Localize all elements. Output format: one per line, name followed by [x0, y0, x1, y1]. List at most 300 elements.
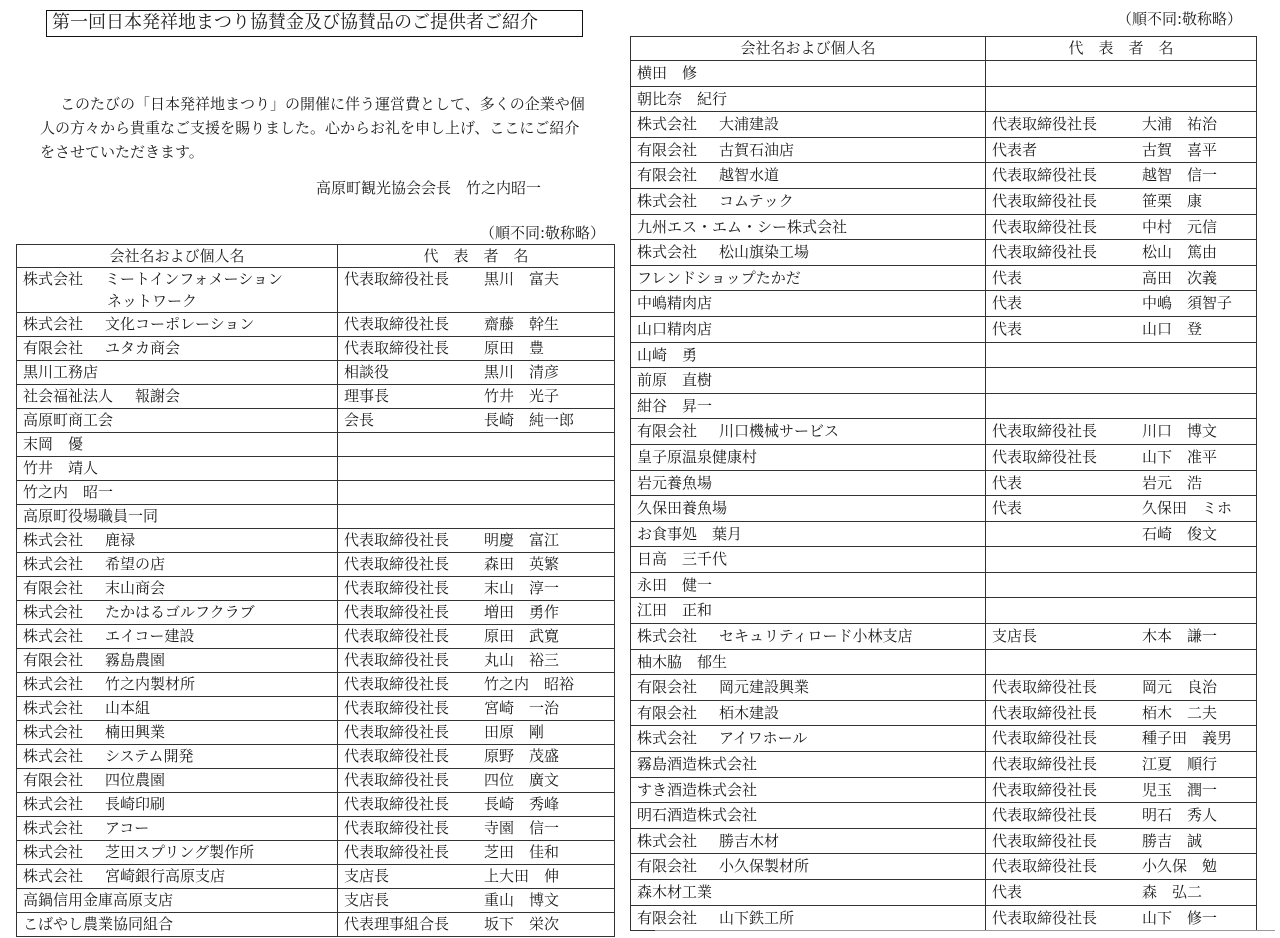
rep-title: 代表 [992, 473, 1023, 492]
company-name: 朝比奈 紀行 [637, 89, 728, 108]
company-cell [631, 112, 986, 138]
rep-name: 末山 淳一 [484, 579, 560, 597]
rep-cell [986, 444, 1257, 470]
company-name: ミートインフォメーション [105, 270, 283, 288]
rep-title: 代表取締役社長 [992, 217, 1098, 236]
company-name: 皇子原温泉健康村 [637, 447, 758, 466]
table-row [17, 721, 615, 745]
company-name: 高鍋信用金庫高原支店 [23, 891, 174, 909]
table-row [17, 505, 615, 529]
rep-cell [338, 481, 615, 505]
rep-title: 代表取締役社長 [344, 531, 450, 549]
order-note-left: （順不同:敬称略） [480, 224, 606, 242]
company-type: 株式会社 [23, 603, 84, 621]
company-name: 勝吉木材 [719, 831, 780, 850]
company-name: コムテック [719, 191, 794, 210]
company-cell [631, 265, 986, 291]
rep-name: 木本 謙一 [1142, 627, 1218, 646]
company-name-cont: ネットワーク [107, 292, 198, 310]
rep-cell [986, 598, 1257, 624]
company-cell [631, 803, 986, 829]
table-row [17, 385, 615, 409]
company-name: アイワホール [719, 729, 808, 748]
rep-name: 児玉 潤一 [1142, 780, 1218, 799]
company-cell [17, 649, 338, 673]
rep-name: 高田 次義 [1142, 268, 1218, 287]
rep-title: 代表 [992, 294, 1023, 313]
rep-cell [986, 112, 1257, 138]
rep-cell [338, 457, 615, 481]
company-type: 有限会社 [637, 422, 698, 441]
rep-cell [338, 721, 615, 745]
rep-cell [986, 521, 1257, 547]
rep-cell [338, 793, 615, 817]
table-row [631, 777, 1257, 803]
rep-title: 代表取締役社長 [344, 699, 450, 717]
rep-cell [338, 841, 615, 865]
company-name: 竹之内製材所 [105, 675, 196, 693]
table-row [631, 86, 1257, 112]
table-row [17, 841, 615, 865]
company-type: 株式会社 [23, 270, 84, 288]
signer: 高原町観光協会会長 竹之内昭一 [316, 179, 542, 197]
rep-cell [986, 675, 1257, 701]
company-type: 株式会社 [637, 115, 698, 134]
company-cell [17, 553, 338, 577]
company-name: 山口精肉店 [637, 319, 713, 338]
company-name: 岩元養魚場 [637, 473, 713, 492]
table-row [631, 291, 1257, 317]
table-row [631, 803, 1257, 829]
company-cell [631, 342, 986, 368]
rep-title: 代表取締役社長 [992, 243, 1098, 262]
rep-cell [986, 496, 1257, 522]
company-name: 江田 正和 [637, 601, 713, 620]
rep-cell [986, 854, 1257, 880]
company-cell [631, 188, 986, 214]
rep-name: 中嶋 須智子 [1142, 294, 1233, 313]
rep-name: 中村 元信 [1142, 217, 1218, 236]
company-name: 山本組 [105, 699, 151, 717]
company-name: フレンドショップたかだ [637, 268, 801, 287]
company-type: 有限会社 [637, 908, 698, 927]
rep-name: 竹井 光子 [484, 387, 560, 405]
rep-title: 代表取締役社長 [992, 755, 1098, 774]
rep-name: 山口 登 [1142, 319, 1203, 338]
company-type: 社会福祉法人 [23, 387, 114, 405]
company-cell [17, 793, 338, 817]
company-name: 紺谷 昇一 [637, 396, 713, 415]
table-row [631, 572, 1257, 598]
company-cell [17, 577, 338, 601]
rep-title: 代表取締役社長 [344, 795, 450, 813]
table-row [631, 700, 1257, 726]
table-row [631, 598, 1257, 624]
rep-title: 理事長 [344, 387, 390, 405]
rep-cell [986, 214, 1257, 240]
sponsor-table-left [16, 244, 615, 937]
rep-cell [338, 385, 615, 409]
table-row [17, 817, 615, 841]
rep-name: 寺園 信一 [484, 819, 560, 837]
table-row [17, 865, 615, 889]
table-row [631, 880, 1257, 906]
rep-name: 江夏 順行 [1142, 755, 1218, 774]
rep-name: 岩元 浩 [1142, 473, 1203, 492]
company-name: 長崎印刷 [105, 795, 166, 813]
rep-name: 小久保 勉 [1142, 857, 1218, 876]
rep-title: 代表取締役社長 [344, 339, 450, 357]
company-cell [631, 240, 986, 266]
company-name: お食事処 葉月 [637, 524, 743, 543]
rep-title: 代表取締役社長 [992, 857, 1098, 876]
company-name: エイコー建設 [105, 627, 195, 645]
rep-title: 代表取締役社長 [992, 115, 1098, 134]
table-row [17, 601, 615, 625]
company-cell [631, 496, 986, 522]
company-cell [631, 675, 986, 701]
table-row [17, 553, 615, 577]
rep-cell [986, 777, 1257, 803]
company-type: 株式会社 [23, 747, 84, 765]
rep-title: 代表 [992, 883, 1023, 901]
company-type: 有限会社 [23, 579, 84, 597]
company-cell [631, 726, 986, 752]
company-type: 株式会社 [23, 627, 84, 645]
table-row [631, 393, 1257, 419]
company-type: 株式会社 [23, 315, 84, 333]
company-cell [631, 214, 986, 240]
rep-cell [986, 624, 1257, 650]
rep-cell [986, 572, 1257, 598]
rep-cell [986, 163, 1257, 189]
company-name: 宮崎銀行高原支店 [105, 867, 226, 885]
company-cell [17, 385, 338, 409]
table-row [17, 889, 615, 913]
company-name: 末山商会 [105, 579, 166, 597]
company-cell [631, 393, 986, 419]
company-name: システム開発 [105, 747, 194, 765]
company-name: 山下鉄工所 [719, 908, 795, 927]
company-name: 古賀石油店 [719, 140, 795, 159]
table-row [631, 444, 1257, 470]
rep-name: 原田 武寛 [484, 627, 560, 645]
table-row [631, 624, 1257, 650]
rep-name: 坂下 栄次 [484, 915, 560, 933]
company-cell [17, 505, 338, 529]
rep-name: 石崎 俊文 [1142, 524, 1218, 543]
rep-title: 代表取締役社長 [344, 315, 450, 333]
page-title: 第一回日本発祥地まつり協賛金及び協賛品のご提供者ご紹介 [46, 10, 583, 37]
rep-name: 丸山 裕三 [484, 651, 560, 669]
company-name: 高原町役場職員一同 [23, 507, 159, 525]
rep-name: 黒川 富夫 [484, 270, 560, 288]
company-cell [631, 854, 986, 880]
rep-name: 久保田 ミホ [1142, 499, 1233, 518]
table-header-row [17, 245, 615, 268]
rep-name: 原野 茂盛 [484, 747, 560, 765]
rep-name: 重山 博文 [484, 891, 560, 909]
rep-cell [338, 601, 615, 625]
rep-cell [338, 529, 615, 553]
rep-name: 森田 英繁 [484, 555, 560, 573]
company-cell [17, 889, 338, 913]
rep-cell [338, 817, 615, 841]
company-name: 芝田スプリング製作所 [105, 843, 255, 861]
rep-name: 長崎 秀峰 [484, 795, 560, 813]
order-note-right: （順不同:敬称略） [1117, 10, 1243, 28]
company-type: 株式会社 [637, 729, 698, 748]
rep-cell [338, 889, 615, 913]
table-row [631, 521, 1257, 547]
table-row [631, 61, 1257, 87]
rep-title: 代表取締役社長 [992, 780, 1098, 799]
rep-cell [986, 393, 1257, 419]
rep-cell [986, 265, 1257, 291]
rep-title: 代表取締役社長 [344, 747, 450, 765]
header-company: 会社名および個人名 [631, 37, 986, 61]
company-name: たかはるゴルフクラブ [105, 603, 255, 621]
company-cell [17, 337, 338, 361]
company-name: 霧島酒造株式会社 [637, 755, 758, 774]
company-cell [17, 433, 338, 457]
rep-name: 明石 秀人 [1142, 806, 1218, 825]
rep-cell [338, 697, 615, 721]
rep-title: 代表取締役社長 [344, 651, 450, 669]
rep-cell [338, 505, 615, 529]
company-cell [17, 529, 338, 553]
rep-cell [986, 291, 1257, 317]
company-name: 永田 健一 [637, 575, 713, 594]
rep-cell [986, 368, 1257, 394]
company-name: 竹井 靖人 [23, 459, 99, 477]
table-row [631, 188, 1257, 214]
company-cell [17, 673, 338, 697]
rep-name: 芝田 佳和 [484, 843, 560, 861]
table-row [631, 905, 1257, 931]
rep-title: 代表取締役社長 [992, 422, 1098, 441]
rep-title: 代表 [992, 268, 1023, 287]
rep-name: 古賀 喜平 [1142, 140, 1218, 159]
table-header-row [631, 37, 1257, 61]
intro-text: このたびの「日本発祥地まつり」の開催に伴う運営費として、多くの企業や個人の方々から貴重なご支援を賜りました。心からお礼を申し上げ、ここにご紹介をさせていただきます。 [40, 95, 585, 161]
company-name: 栢木建設 [719, 703, 780, 722]
company-type: 有限会社 [637, 703, 698, 722]
company-cell [17, 913, 338, 937]
rep-title: 代表取締役社長 [344, 579, 450, 597]
company-name: 日高 三千代 [637, 550, 728, 569]
company-cell [17, 745, 338, 769]
company-name: 中嶋精肉店 [637, 294, 713, 313]
company-cell [631, 470, 986, 496]
rep-name: 齋藤 幹生 [484, 315, 560, 333]
rep-cell [338, 769, 615, 793]
rep-title: 代表取締役社長 [344, 819, 450, 837]
table-row [631, 240, 1257, 266]
company-type: 株式会社 [23, 555, 84, 573]
company-cell [17, 865, 338, 889]
company-cell [17, 409, 338, 433]
company-cell [631, 419, 986, 445]
table-row [631, 828, 1257, 854]
rep-name: 越智 信一 [1142, 166, 1218, 185]
company-cell [631, 368, 986, 394]
company-type: 有限会社 [637, 140, 698, 159]
table-row [17, 745, 615, 769]
table-row [17, 697, 615, 721]
company-name: 霧島農園 [105, 651, 166, 669]
company-cell [17, 313, 338, 337]
rep-title: 代表取締役社長 [344, 270, 450, 288]
rep-cell [338, 577, 615, 601]
rep-cell [986, 342, 1257, 368]
intro-paragraph [40, 92, 590, 164]
company-cell [631, 828, 986, 854]
table-row [17, 313, 615, 337]
rep-cell [986, 470, 1257, 496]
rep-cell [986, 726, 1257, 752]
rep-title: 代表取締役社長 [344, 555, 450, 573]
table-row [17, 361, 615, 385]
company-name: 四位農園 [105, 771, 166, 789]
rep-cell [986, 316, 1257, 342]
company-type: 株式会社 [23, 795, 84, 813]
rep-cell [338, 865, 615, 889]
company-name: 松山旗染工場 [719, 243, 810, 262]
rep-name: 増田 勇作 [484, 603, 560, 621]
company-name: 楠田興業 [105, 723, 166, 741]
header-company: 会社名および個人名 [17, 245, 338, 268]
rep-title: 代表 [992, 499, 1023, 518]
company-cell [631, 880, 986, 906]
company-name: 希望の店 [105, 555, 166, 573]
company-cell [17, 721, 338, 745]
company-cell [631, 649, 986, 675]
rep-title: 支店長 [992, 627, 1038, 646]
table-row [631, 752, 1257, 778]
company-name: 横田 修 [637, 64, 698, 82]
rep-name: 明慶 富江 [484, 531, 560, 549]
company-cell [17, 769, 338, 793]
rep-cell [338, 337, 615, 361]
rep-cell [338, 553, 615, 577]
company-cell [631, 137, 986, 163]
company-cell [631, 316, 986, 342]
table-row [17, 649, 615, 673]
table-row [631, 675, 1257, 701]
rep-title: 代表取締役社長 [992, 831, 1098, 850]
header-rep: 代 表 者 名 [986, 37, 1257, 61]
rep-title: 代表取締役社長 [992, 166, 1098, 185]
rep-title: 代表取締役社長 [344, 675, 450, 693]
rep-cell [986, 803, 1257, 829]
company-name: すき酒造株式会社 [637, 780, 758, 799]
company-name: 高原町商工会 [23, 411, 114, 429]
company-cell [631, 444, 986, 470]
rep-cell [986, 905, 1257, 931]
company-type: 株式会社 [23, 867, 84, 885]
company-cell [631, 61, 986, 87]
rep-title: 代表取締役社長 [992, 806, 1098, 825]
rep-title: 代表理事組合長 [344, 915, 450, 933]
rep-cell [986, 828, 1257, 854]
table-row [17, 625, 615, 649]
rep-title: 代表取締役社長 [344, 771, 450, 789]
company-cell [17, 841, 338, 865]
rep-name: 勝吉 誠 [1142, 831, 1203, 850]
rep-cell [338, 268, 615, 313]
company-name: 岡元建設興業 [719, 678, 810, 697]
company-name: 大浦建設 [719, 115, 780, 134]
table-row [631, 316, 1257, 342]
company-type: 有限会社 [23, 771, 84, 789]
header-rep: 代 表 者 名 [338, 245, 615, 268]
company-cell [631, 521, 986, 547]
company-type: 株式会社 [23, 723, 84, 741]
rep-title: 支店長 [344, 891, 390, 909]
rep-name: 大浦 祐治 [1142, 115, 1218, 134]
rep-cell [986, 137, 1257, 163]
rep-name: 川口 博文 [1142, 422, 1218, 441]
table-row [17, 268, 615, 313]
rep-title: 代表者 [992, 140, 1038, 159]
company-type: 株式会社 [23, 531, 84, 549]
table-row [17, 529, 615, 553]
company-name: 報謝会 [135, 387, 181, 405]
table-row [631, 649, 1257, 675]
table-row [631, 419, 1257, 445]
rep-cell [986, 61, 1257, 87]
company-name: ユタカ商会 [105, 339, 181, 357]
rep-title: 代表取締役社長 [992, 678, 1098, 697]
rep-cell [986, 188, 1257, 214]
page-edge-line [655, 930, 1275, 931]
table-row [17, 793, 615, 817]
rep-cell [986, 419, 1257, 445]
company-cell [631, 905, 986, 931]
table-row [631, 368, 1257, 394]
rep-name: 四位 廣文 [484, 771, 560, 789]
table-row [17, 673, 615, 697]
rep-cell [986, 752, 1257, 778]
rep-title: 代表取締役社長 [992, 729, 1098, 748]
company-type: 株式会社 [23, 843, 84, 861]
rep-name: 笹栗 康 [1142, 191, 1203, 210]
table-row [631, 137, 1257, 163]
rep-title: 代表取締役社長 [344, 627, 450, 645]
company-name: 前原 直樹 [637, 371, 713, 390]
table-row [631, 854, 1257, 880]
rep-name: 栢木 二夫 [1142, 703, 1218, 722]
company-cell [17, 361, 338, 385]
table-row [17, 481, 615, 505]
company-name: 森木材工業 [637, 883, 713, 901]
rep-cell [338, 673, 615, 697]
company-type: 有限会社 [637, 857, 698, 876]
company-cell [17, 817, 338, 841]
rep-name: 種子田 義男 [1142, 729, 1233, 748]
table-row [631, 265, 1257, 291]
rep-title: 代表 [992, 319, 1023, 338]
company-type: 株式会社 [637, 191, 698, 210]
rep-cell [986, 240, 1257, 266]
company-name: 末岡 優 [23, 435, 84, 453]
rep-name: 岡元 良治 [1142, 678, 1218, 697]
table-row [631, 214, 1257, 240]
table-row [631, 547, 1257, 573]
rep-cell [338, 913, 615, 937]
rep-cell [338, 313, 615, 337]
